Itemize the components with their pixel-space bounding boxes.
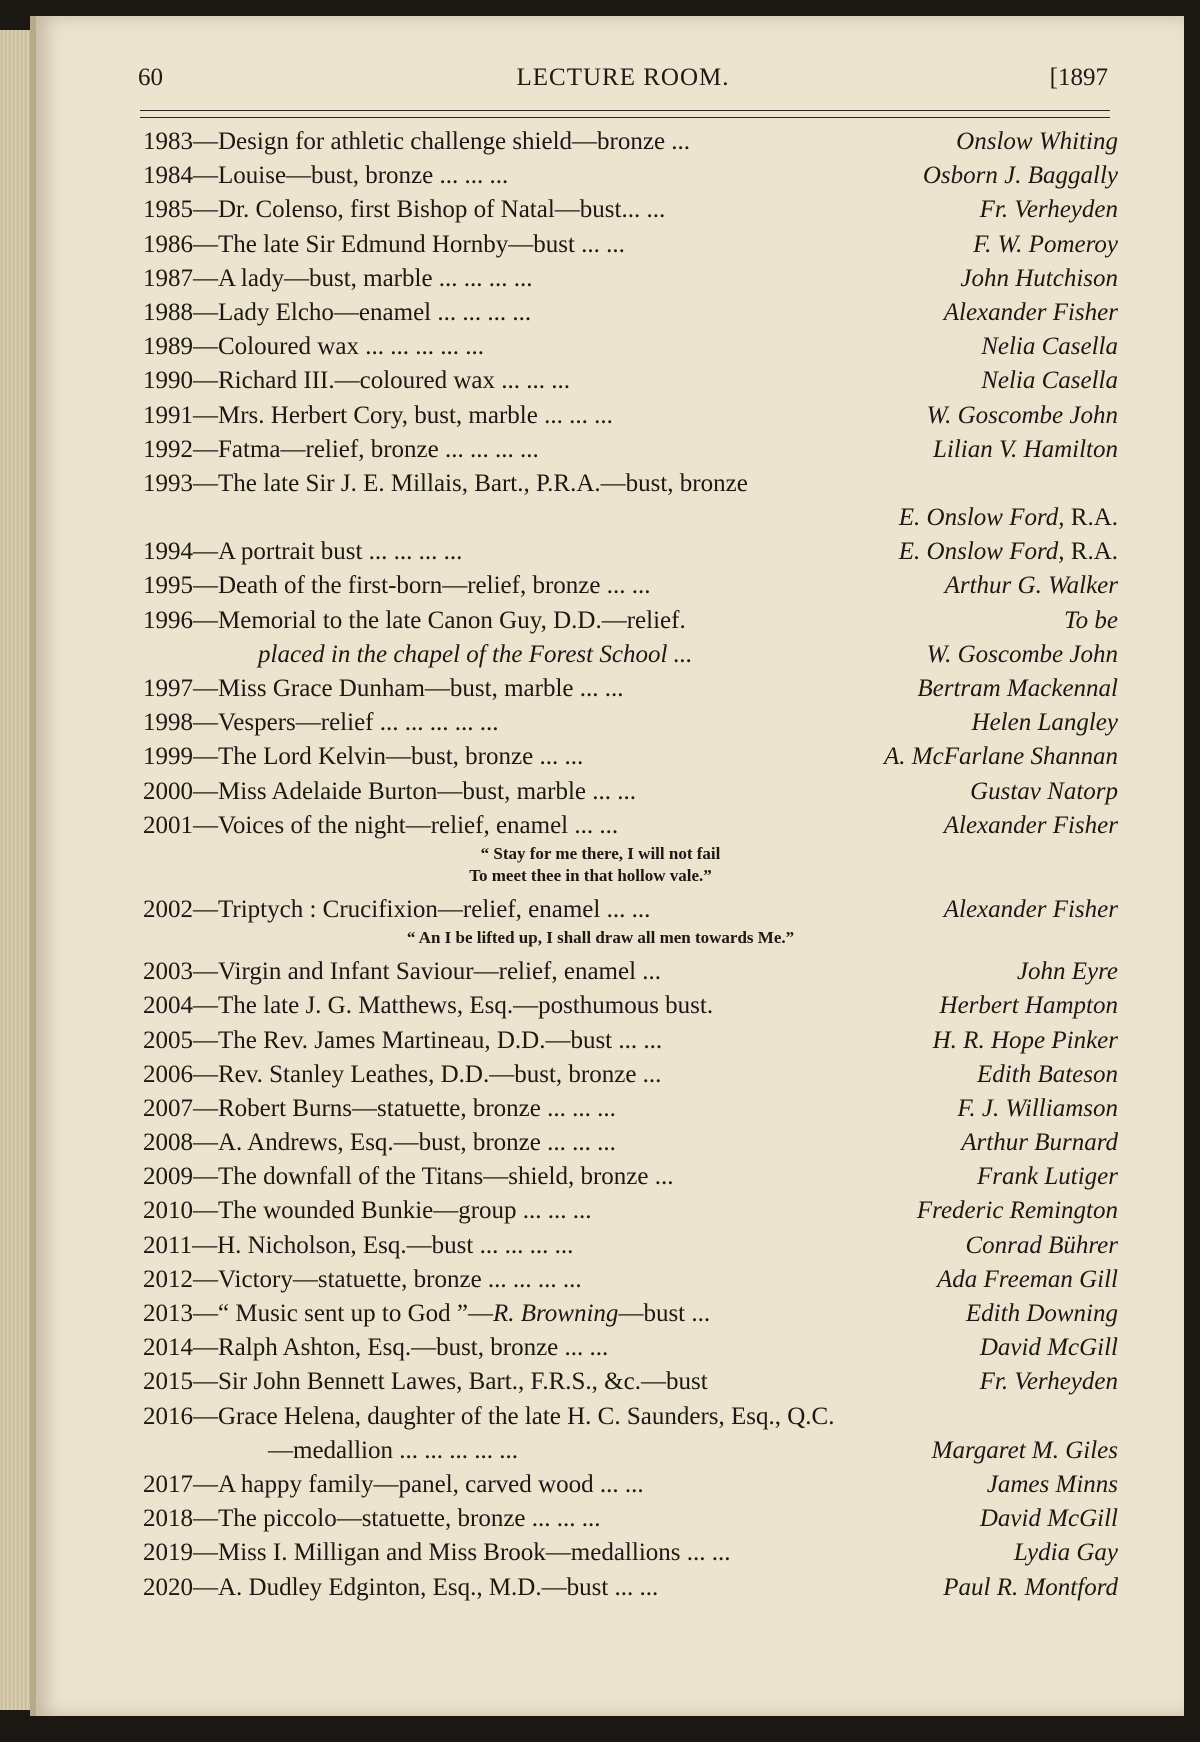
entry-number: 1999 [143,743,193,771]
entry-number: 2002 [143,895,193,923]
entry-artist [932,1434,1118,1468]
artist-name: John Hutchison [960,264,1118,292]
entry-artist [960,262,1118,296]
entry-artist [977,1160,1118,1194]
entry-number: 1996 [143,606,193,634]
entry-line [143,364,1118,398]
artist-name: H. R. Hope Pinker [932,1026,1118,1054]
entry-description: placed in the chapel of the Forest School ... [258,640,693,668]
entry-line [143,672,1118,706]
artist-title: R.A. [1064,504,1118,532]
entry-line [143,1160,1118,1194]
entry-description: —Death of the first-born—relief, bronze ... ... [193,572,651,600]
entry-description: —Miss Grace Dunham—bust, marble ... ... [193,675,624,702]
entry-artist [944,296,1118,330]
artist-name: Osborn J. Baggally [922,162,1118,190]
entry-artist [927,638,1118,672]
entry-description-tail: —bust ... [618,1300,711,1327]
entry-line [143,1365,1118,1399]
entry-artist [980,1331,1118,1365]
entry-number: 2004 [143,992,193,1020]
artist-name: Onslow Whiting [956,128,1118,155]
artist-name: W. Goscombe John [926,640,1118,668]
entry-description: —The piccolo—statuette, bronze ... ... ... [193,1505,601,1533]
artist-name: Nelia Casella [981,367,1118,395]
entry-description: —Ralph Ashton, Esq.—bust, bronze ... ... [193,1334,609,1362]
artist-name: Herbert Hampton [939,992,1118,1020]
artist-name: Fr. Verheyden [979,196,1118,224]
entry-artist [945,569,1118,603]
artist-name: David McGill [979,1505,1118,1533]
entry-description: —Miss I. Milligan and Miss Brook—medallions ... ... [193,1539,731,1567]
entry-line [143,1434,1118,1468]
entry-line [143,740,1118,774]
entry-number: 2012 [143,1265,193,1293]
entry-number: 2006 [143,1060,193,1088]
page-edges [0,30,30,1710]
entry-artist [899,501,1118,535]
entry-line [143,638,1118,672]
entry-artist [899,535,1118,569]
artist-name: Frederic Remington [916,1197,1118,1225]
entry-description: —The Rev. James Martineau, D.D.—bust ... ... [193,1026,663,1054]
page-year: [1897 [1049,64,1108,91]
entry-artist [972,706,1118,740]
entry-description: —Louise—bust, bronze ... ... ... [193,162,509,190]
entry-line [143,893,1118,927]
entry-description: —Rev. Stanley Leathes, D.D.—bust, bronze ... [193,1060,662,1088]
entry-description: —Miss Adelaide Burton—bust, marble ... ... [193,777,637,805]
entry-number: 2013 [143,1300,193,1327]
artist-name: Lilian V. Hamilton [933,435,1118,463]
artist-name: Ada Freeman Gill [937,1265,1118,1293]
entry-description: —Lady Elcho—enamel ... ... ... ... [193,298,532,326]
entry-line [143,467,1118,501]
entry-description: —A lady—bust, marble ... ... ... ... [193,264,533,292]
entry-line [143,1400,1118,1434]
entry-line [143,1092,1118,1126]
entry-number: 2020 [143,1573,193,1601]
entry-number: 2017 [143,1470,193,1498]
entry-artist [970,775,1118,809]
entry-description: —medallion ... ... ... ... ... [268,1436,518,1464]
entry-line [143,1536,1118,1570]
entry-artist [917,672,1118,706]
entry-line [143,330,1118,364]
entry-description: —Grace Helena, daughter of the late H. C. Saunders, Esq., Q.C. [193,1402,835,1430]
entry-line [143,1126,1118,1160]
artist-name: To be [1064,606,1118,634]
entry-description: —Sir John Bennett Lawes, Bart., F.R.S., &c.—bust [193,1368,708,1396]
entry-line [143,1297,1118,1331]
artist-name: Paul R. Montford [943,1573,1118,1601]
entry-line [143,1502,1118,1536]
entry-line [143,262,1118,296]
entry-artist [884,740,1118,774]
artist-name: Edith Downing [965,1300,1118,1327]
entry-line [143,1058,1118,1092]
entry-number: 2001 [143,811,193,839]
entry-quote: “ Stay for me there, I will not fail [480,843,721,863]
page-title: LECTURE ROOM. [516,64,730,91]
entry-artist [944,893,1118,927]
entry-artist [981,364,1118,398]
entry-number: 2019 [143,1539,193,1567]
entry-description: —A happy family—panel, carved wood ... ... [193,1470,644,1498]
entry-description: —A. Dudley Edginton, Esq., M.D.—bust ... ... [193,1573,659,1601]
entry-artist [944,809,1118,843]
entry-line [143,228,1118,262]
entry-line [143,296,1118,330]
entry-number: 1991 [143,401,193,429]
artist-name: W. Goscombe John [926,401,1118,429]
entry-line [143,1468,1118,1502]
entry-line [143,1194,1118,1228]
entry-line [143,159,1118,193]
entry-description: —A. Andrews, Esq.—bust, bronze ... ... ... [193,1129,616,1157]
entry-number: 1985 [143,196,193,224]
artist-name: Edith Bateson [977,1060,1118,1088]
entry-line [143,1331,1118,1365]
artist-name: Bertram Mackennal [917,675,1118,702]
artist-name: Alexander Fisher [943,298,1118,326]
entry-description: —Design for athletic challenge shield—bronze ... [193,128,691,155]
entry-number: 2008 [143,1129,193,1157]
entry-number: 1989 [143,333,193,361]
entry-description: —The late Sir J. E. Millais, Bart., P.R.A.—bust, bronze [193,469,748,497]
entry-description: —Dr. Colenso, first Bishop of Natal—bust... ... [193,196,666,224]
entry-quote: To meet thee in that hollow vale.” [469,865,712,885]
entry-artist [957,1092,1118,1126]
header-rule-top [140,110,1110,111]
entry-artist [927,399,1118,433]
entry-artist [981,330,1118,364]
entry-artist [923,159,1118,193]
entry-artist [933,1024,1118,1058]
entry-description: —The late Sir Edmund Hornby—bust ... ... [193,230,625,258]
entry-line [143,535,1118,569]
entry-number: 1988 [143,298,193,326]
entry-artist [1017,955,1118,989]
artist-name: E. Onslow Ford, [898,504,1065,532]
entry-artist [1064,604,1118,638]
entry-number: 2007 [143,1094,193,1122]
entry-number: 1987 [143,264,193,292]
entry-artist [933,433,1118,467]
artist-name: Arthur G. Walker [944,572,1118,600]
artist-name: Lydia Gay [1013,1539,1118,1567]
entry-line [143,501,1118,535]
entry-artist [966,1297,1118,1331]
entry-description: —Voices of the night—relief, enamel ... ... [193,811,619,839]
page-header [138,64,1108,98]
artist-name: Gustav Natorp [970,777,1118,805]
artist-name: E. Onslow Ford, [898,538,1065,566]
entry-artist [987,1468,1118,1502]
entry-artist [1014,1536,1118,1570]
entry-line [143,433,1118,467]
entry-line [143,193,1118,227]
entry-number: 1983 [143,128,193,155]
entry-number: 1995 [143,572,193,600]
artist-name: James Minns [986,1470,1118,1498]
entry-line [143,989,1118,1023]
entry-artist [956,125,1118,159]
entry-artist [943,1571,1118,1605]
entry-description: —Vespers—relief ... ... ... ... ... [193,709,499,737]
entry-number: 1984 [143,162,193,190]
entry-description: —Robert Burns—statuette, bronze ... ... ... [193,1094,616,1122]
entry-artist [980,1365,1118,1399]
entry-description: —Victory—statuette, bronze ... ... ... ... [193,1265,582,1293]
entry-artist [940,989,1118,1023]
entry-description: —The downfall of the Titans—shield, bronze ... [193,1163,674,1191]
artist-name: Frank Lutiger [977,1163,1118,1191]
artist-name: F. W. Pomeroy [973,230,1118,258]
entry-line [143,604,1118,638]
entry-line [143,955,1118,989]
entry-artist [980,193,1118,227]
artist-name: Fr. Verheyden [979,1368,1118,1396]
header-rule-bottom [140,117,1110,118]
entry-number: 1992 [143,435,193,463]
entry-description: —The late J. G. Matthews, Esq.—posthumous bust. [193,992,714,1020]
entry-line [143,1571,1118,1605]
entry-number: 1994 [143,538,193,566]
entry-number: 2009 [143,1163,193,1191]
entry-number: 2018 [143,1505,193,1533]
entry-number: 1986 [143,230,193,258]
entry-number: 1998 [143,709,193,737]
entry-number: 2005 [143,1026,193,1054]
page-number: 60 [138,64,163,91]
artist-name: Conrad Bührer [965,1231,1118,1259]
entry-description: —A portrait bust ... ... ... ... [193,538,463,566]
artist-name: Margaret M. Giles [931,1436,1118,1464]
entry-number: 1993 [143,469,193,497]
entry-description: —Fatma—relief, bronze ... ... ... ... [193,435,539,463]
entry-artist [961,1126,1118,1160]
artist-name: Alexander Fisher [943,811,1118,839]
entry-number: 2000 [143,777,193,805]
entry-line [143,809,1118,843]
artist-name: A. McFarlane Shannan [884,743,1118,771]
entry-description: —Memorial to the late Canon Guy, D.D.—relief. [193,606,686,634]
artist-name: Arthur Burnard [961,1129,1118,1157]
artist-name: Nelia Casella [981,333,1118,361]
entry-line [143,775,1118,809]
entry-description: —Mrs. Herbert Cory, bust, marble ... ... ... [193,401,613,429]
entry-description: —Richard III.—coloured wax ... ... ... [193,367,570,395]
entry-line [143,706,1118,740]
entry-artist [937,1263,1118,1297]
artist-name: F. J. Williamson [957,1094,1118,1122]
entry-line [143,1263,1118,1297]
entry-number: 2011 [143,1231,193,1259]
entry-description: —H. Nicholson, Esq.—bust ... ... ... ... [192,1231,574,1259]
entry-number: 1990 [143,367,193,395]
entry-number: 2014 [143,1334,193,1362]
artist-name: Helen Langley [971,709,1118,737]
entry-artist [917,1194,1118,1228]
entry-quote: “ An I be lifted up, I shall draw all men towards Me.” [406,928,795,948]
artist-name: Alexander Fisher [943,895,1118,923]
entry-artist [980,1502,1118,1536]
entry-description: —The wounded Bunkie—group ... ... ... [193,1197,592,1225]
entry-number: 2010 [143,1197,193,1225]
entry-description: —“ Music sent up to God ”— [193,1300,493,1327]
entry-line [143,1229,1118,1263]
entry-artist [965,1229,1118,1263]
entry-description: —Coloured wax ... ... ... ... ... [193,333,484,361]
catalogue-entries [143,125,1118,1605]
entry-artist [973,228,1118,262]
entry-number: 1997 [143,675,193,702]
entry-line [143,569,1118,603]
entry-artist [977,1058,1118,1092]
entry-description: —The Lord Kelvin—bust, bronze ... ... [193,743,584,771]
entry-line [143,125,1118,159]
entry-description-italic: R. Browning [492,1300,619,1327]
entry-number: 2015 [143,1368,193,1396]
artist-title: R.A. [1064,538,1118,566]
entry-line [143,399,1118,433]
entry-number: 2003 [143,958,193,986]
artist-name: John Eyre [1016,958,1118,986]
artist-name: David McGill [979,1334,1118,1362]
entry-number: 2016 [143,1402,193,1430]
entry-description: —Virgin and Infant Saviour—relief, enamel ... [193,958,662,986]
entry-line [143,1024,1118,1058]
entry-description: —Triptych : Crucifixion—relief, enamel ... ... [193,895,651,923]
